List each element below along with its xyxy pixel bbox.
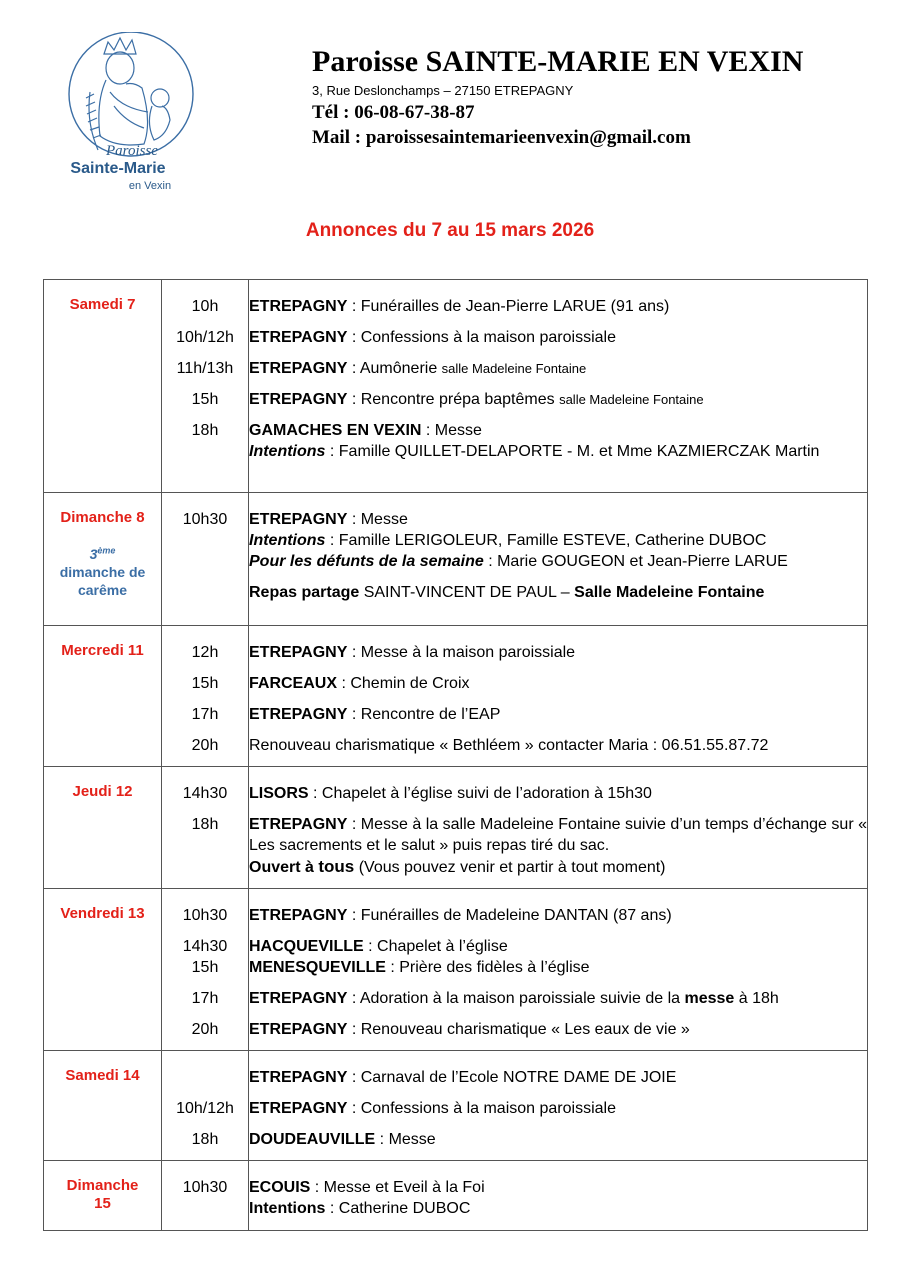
event-place: ETREPAGNY xyxy=(249,706,348,723)
open-emphasis: tous xyxy=(318,857,355,876)
time-cell xyxy=(162,1051,249,1161)
event-room: salle Madeleine Fontaine xyxy=(441,361,587,376)
day-label: Dimanche 8 xyxy=(60,509,145,526)
time-label: 17h xyxy=(191,706,219,723)
event-item xyxy=(249,663,867,694)
event-text: : Confessions à la maison paroissiale xyxy=(347,1100,616,1117)
time-cell xyxy=(162,889,249,1051)
event-item xyxy=(249,773,867,804)
day-row xyxy=(44,493,868,626)
event-place: ETREPAGNY xyxy=(249,907,348,924)
events-cell xyxy=(249,889,868,1051)
event-room: salle Madeleine Fontaine xyxy=(559,392,704,407)
event-place: MENESQUEVILLE xyxy=(249,959,386,976)
event-item xyxy=(249,317,867,348)
event-text: : Confessions à la maison paroissiale xyxy=(347,329,616,346)
event-place: ETREPAGNY xyxy=(249,329,348,346)
intentions-text: : Famille QUILLET-DELAPORTE - M. et Mme KAZMIERCZAK Martin xyxy=(325,443,820,460)
day-cell xyxy=(44,493,162,626)
day-row xyxy=(44,1051,868,1161)
event-text: : Messe à la maison paroissiale xyxy=(347,644,576,661)
event-text: : Renouveau charismatique « Les eaux de vie » xyxy=(347,1021,690,1038)
day-cell xyxy=(44,889,162,1051)
time-label: 15h xyxy=(191,391,219,408)
time-cell xyxy=(162,626,249,767)
event-place: ETREPAGNY xyxy=(249,391,348,408)
intentions-text: : Catherine DUBOC xyxy=(325,1200,471,1217)
event-room-bold: Salle Madeleine Fontaine xyxy=(574,584,765,601)
time-label: 15h xyxy=(191,675,219,692)
event-item xyxy=(249,1009,867,1040)
event-text: : Rencontre prépa baptêmes xyxy=(347,391,560,408)
intentions-label: Intentions xyxy=(249,443,326,460)
time-label: 18h xyxy=(191,422,219,439)
events-cell xyxy=(249,493,868,626)
day-row xyxy=(44,767,868,889)
open-label: Ouvert à xyxy=(249,859,319,876)
event-item xyxy=(249,572,867,603)
day-cell xyxy=(44,1051,162,1161)
deceased-text: : Marie GOUGEON et Jean-Pierre LARUE xyxy=(483,553,788,570)
logo-text-paroisse: Paroisse xyxy=(106,143,158,159)
time-label xyxy=(162,1057,248,1088)
event-place: DOUDEAUVILLE xyxy=(249,1131,376,1148)
day-row xyxy=(44,280,868,493)
time-label: 14h30 xyxy=(182,785,228,802)
logo-text-sainte-marie: Sainte-Marie xyxy=(70,160,166,177)
event-item xyxy=(249,1119,867,1150)
event-item xyxy=(249,1088,867,1119)
time-label: 17h xyxy=(191,990,219,1007)
event-place: ETREPAGNY xyxy=(249,1021,348,1038)
time-label: 10h/12h xyxy=(176,1100,234,1117)
event-item xyxy=(249,926,867,978)
event-text: : Messe xyxy=(347,511,408,528)
events-cell xyxy=(249,1161,868,1231)
parish-phone: Tél : 06-08-67-38-87 xyxy=(312,102,475,123)
event-item xyxy=(249,499,867,572)
event-emphasis: messe xyxy=(684,990,735,1007)
event-text: : Rencontre de l’EAP xyxy=(347,706,501,723)
intentions-label: Intentions xyxy=(249,532,326,549)
parish-address: 3, Rue Deslonchamps – 27150 ETREPAGNY xyxy=(312,83,574,98)
day-label: Samedi 7 xyxy=(69,296,136,313)
event-place: GAMACHES EN VEXIN xyxy=(249,422,422,439)
day-cell xyxy=(44,626,162,767)
event-text: : Messe et Eveil à la Foi xyxy=(310,1179,485,1196)
day-row xyxy=(44,889,868,1051)
events-cell xyxy=(249,767,868,889)
time-cell xyxy=(162,493,249,626)
event-text: : Adoration à la maison paroissiale suivie de la xyxy=(347,990,685,1007)
event-text: : Chemin de Croix xyxy=(337,675,470,692)
time-label: 11h/13h xyxy=(176,360,234,377)
event-item xyxy=(249,694,867,725)
logo-text-en-vexin: en Vexin xyxy=(128,180,172,192)
event-text-end: à 18h xyxy=(734,990,779,1007)
event-text: : Messe à la salle Madeleine Fontaine suivie d’un temps d’échange sur « Les sacrements et le salut » puis repas tiré du sac. xyxy=(249,816,867,854)
event-text: : Prière des fidèles à l’église xyxy=(385,959,590,976)
event-text: : Messe xyxy=(421,422,482,439)
event-place: ETREPAGNY xyxy=(249,1100,348,1117)
schedule-table xyxy=(43,279,868,1231)
parish-email: Mail : paroissesaintemarieenvexin@gmail.com xyxy=(312,127,691,148)
event-text: : Chapelet à l’église xyxy=(363,938,508,955)
event-item xyxy=(249,410,867,462)
event-place: LISORS xyxy=(249,785,309,802)
event-text: : Carnaval de l’Ecole NOTRE DAME DE JOIE xyxy=(347,1069,677,1086)
event-item xyxy=(249,348,867,379)
time-cell xyxy=(162,767,249,889)
time-label: 15h xyxy=(191,959,219,976)
event-text: SAINT-VINCENT DE PAUL – xyxy=(359,584,575,601)
event-place: ECOUIS xyxy=(249,1179,311,1196)
time-label: 12h xyxy=(191,644,219,661)
event-item xyxy=(249,286,867,317)
event-place: ETREPAGNY xyxy=(249,644,348,661)
event-place: ETREPAGNY xyxy=(249,298,348,315)
event-place: ETREPAGNY xyxy=(249,1069,348,1086)
event-place: ETREPAGNY xyxy=(249,990,348,1007)
liturgical-note: 3ème dimanche de carême xyxy=(59,545,146,598)
day-label: Samedi 14 xyxy=(65,1067,140,1084)
time-label: 14h30 xyxy=(182,938,228,955)
day-row xyxy=(44,626,868,767)
event-item xyxy=(249,379,867,410)
event-place: FARCEAUX xyxy=(249,675,338,692)
time-label: 10h30 xyxy=(182,907,228,924)
day-cell xyxy=(44,767,162,889)
event-item xyxy=(249,1057,867,1088)
time-label: 10h30 xyxy=(182,1179,228,1196)
time-label: 18h xyxy=(191,816,219,833)
time-label: 20h xyxy=(191,1021,219,1038)
event-text: : Funérailles de Madeleine DANTAN (87 ans) xyxy=(347,907,672,924)
event-text: : Aumônerie xyxy=(347,360,442,377)
events-cell xyxy=(249,280,868,493)
open-text: (Vous pouvez venir et partir à tout moment) xyxy=(354,859,666,876)
day-cell xyxy=(44,280,162,493)
event-item xyxy=(249,1167,867,1219)
time-label: 10h30 xyxy=(182,511,228,528)
deceased-label: Pour les défunts de la semaine xyxy=(249,553,484,570)
event-place: ETREPAGNY xyxy=(249,360,348,377)
event-item xyxy=(249,804,867,878)
day-label: Jeudi 12 xyxy=(72,783,133,800)
time-label: 10h xyxy=(191,298,219,315)
day-label: Vendredi 13 xyxy=(60,905,145,922)
event-item xyxy=(249,632,867,663)
day-label: Mercredi 11 xyxy=(61,642,144,659)
event-place: Repas partage xyxy=(249,584,360,601)
time-label: 18h xyxy=(191,1131,219,1148)
events-cell xyxy=(249,626,868,767)
parish-title: Paroisse SAINTE-MARIE EN VEXIN xyxy=(312,45,804,78)
time-cell xyxy=(162,1161,249,1231)
day-label: Dimanche 15 xyxy=(66,1177,139,1212)
event-item xyxy=(249,725,867,756)
intentions-label: Intentions xyxy=(249,1200,326,1217)
event-text: : Funérailles de Jean-Pierre LARUE (91 ans) xyxy=(347,298,670,315)
event-text: Renouveau charismatique « Bethléem » contacter Maria : 06.51.55.87.72 xyxy=(249,737,769,754)
event-place: HACQUEVILLE xyxy=(249,938,364,955)
event-item xyxy=(249,895,867,926)
announce-title: Annonces du 7 au 15 mars 2026 xyxy=(305,220,595,241)
day-cell xyxy=(44,1161,162,1231)
event-text: : Chapelet à l’église suivi de l’adoration à 15h30 xyxy=(308,785,652,802)
parish-header xyxy=(312,44,892,150)
time-label: 20h xyxy=(191,737,219,754)
intentions-text: : Famille LERIGOLEUR, Famille ESTEVE, Catherine DUBOC xyxy=(325,532,767,549)
event-place: ETREPAGNY xyxy=(249,816,348,833)
event-text: : Messe xyxy=(375,1131,436,1148)
time-label: 10h/12h xyxy=(176,329,234,346)
events-cell xyxy=(249,1051,868,1161)
event-place: ETREPAGNY xyxy=(249,511,348,528)
time-cell xyxy=(162,280,249,493)
event-item xyxy=(249,978,867,1009)
day-row xyxy=(44,1161,868,1231)
